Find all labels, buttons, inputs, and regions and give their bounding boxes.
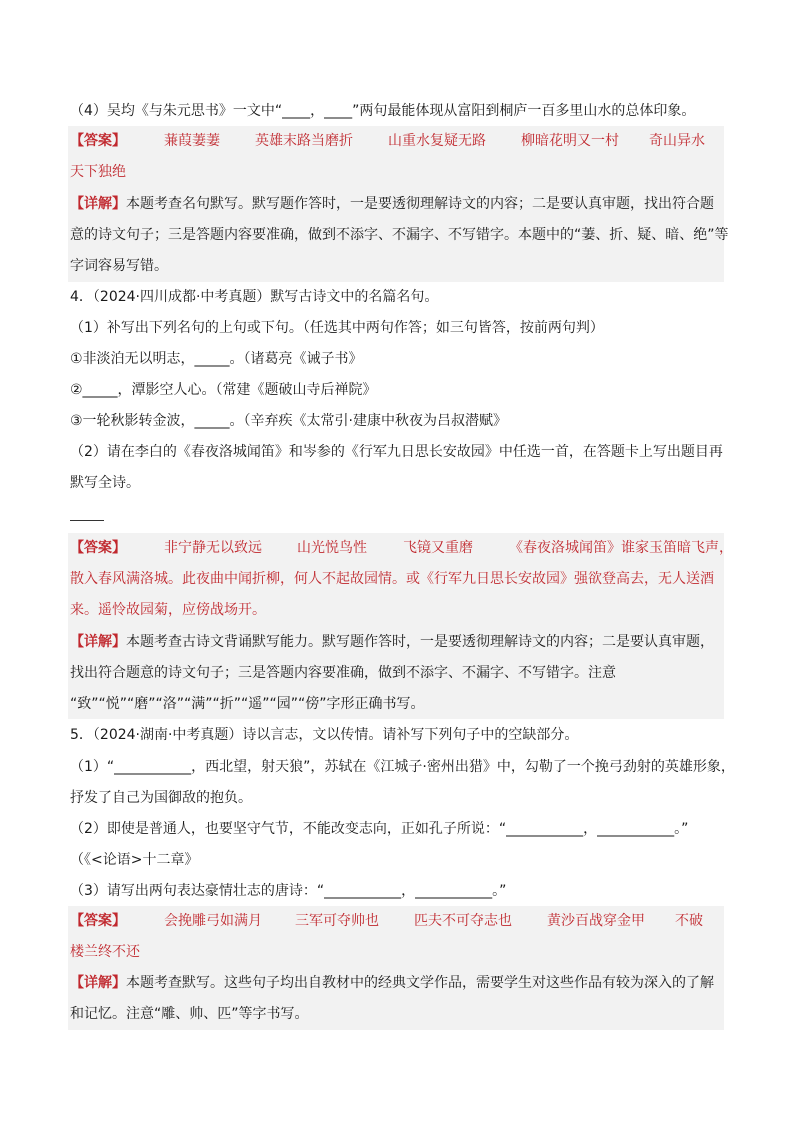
q4-answer-line3: 来。遥怜故园菊，应傍战场开。 [70, 602, 266, 618]
answer-item: 不破 [675, 913, 703, 929]
q3-answer-line [70, 131, 725, 151]
answer-item: 会挽雕弓如满月 [164, 913, 262, 929]
detail-text: 本题考查古诗文背诵默写能力。默写题作答时，一是要透彻理解诗文的内容；二是要认真审题， [126, 634, 714, 650]
q4-detail-line3: “致”“悦”“磨”“洛”“满”“折”“遥”“园”“傍”字形正确书写。 [70, 696, 425, 712]
q4-sub2-line1: （2）请在李白的《春夜洛城闻笛》和岑参的《行军九日思长安故园》中任选一首，在答题卡上写出题目再 [70, 444, 723, 460]
q5-item2-line1: （2）即使是普通人，也要坚守气节，不能改变志向，正如孔子所说：“___________，___________。” [70, 821, 689, 837]
answer-label: 【答案】 [70, 540, 126, 556]
q3-detail-line2: 意的诗文句子；三是答题内容要准确，做到不添字、不漏字、不写错字。本题中的“萋、折、疑、暗、绝”等 [70, 227, 729, 243]
q4-detail-line2: 找出符合题意的诗文句子；三是答题内容要准确，做到不添字、不漏字、不写错字。注意 [70, 665, 616, 681]
q4-answer-line [70, 538, 733, 558]
q4-answer-block [68, 533, 724, 719]
q4-title: 4．（2024·四川成都·中考真题）默写古诗文中的名篇名句。 [70, 289, 439, 305]
q4-sub1: （1）补写出下列名句的上句或下句。（任选其中两句作答；如三句皆答，按前两句判） [70, 320, 604, 336]
answer-item: 三军可夺帅也 [295, 913, 379, 929]
q4-item1: ①非淡泊无以明志，_____。（诸葛亮《诫子书》 [70, 351, 363, 367]
q3-answer-line2: 天下独绝 [70, 164, 126, 180]
q5-item3: （3）请写出两句表达豪情壮志的唐诗：“___________，___________。” [70, 883, 507, 899]
detail-text: 本题考查名句默写。默写题作答时，一是要透彻理解诗文的内容；二是要认真审题，找出符合题 [126, 196, 714, 212]
q5-item1-line2: 抒发了自己为国御敌的抱负。 [70, 790, 252, 806]
answer-item: 山光悦鸟性 [297, 540, 367, 556]
answer-item: 《春夜洛城闻笛》谁家玉笛暗飞声， [509, 540, 733, 556]
answer-item: 飞镜又重磨 [403, 540, 473, 556]
q3-item4: （4）吴均《与朱元思书》一文中“____，____”两句最能体现从富阳到桐庐一百多里山水的总体印象。 [70, 103, 696, 119]
answer-item: 黄沙百战穿金甲 [547, 913, 645, 929]
answer-item: 蒹葭萋萋 [164, 133, 220, 149]
detail-label: 【详解】 [70, 975, 126, 991]
q3-detail-line3: 字词容易写错。 [70, 258, 168, 274]
answer-label: 【答案】 [70, 913, 126, 929]
detail-label: 【详解】 [70, 634, 126, 650]
q4-detail-line1 [70, 632, 725, 652]
q4-item2: ②_____，潭影空人心。（常建《题破山寺后禅院》 [70, 382, 377, 398]
q5-item1-line1: （1）“___________，西北望，射天狼”，苏轼在《江城子·密州出猎》中，勾勒了一个挽弓劲射的英雄形象， [70, 759, 735, 775]
answer-item: 非宁静无以致远 [164, 540, 262, 556]
answer-item: 奇山异水 [649, 133, 705, 149]
detail-text: 本题考查默写。这些句子均出自教材中的经典文学作品，需要学生对这些作品有较为深入的了解 [126, 975, 714, 991]
q5-item2-line2: （《<论语>十二章》 [70, 852, 199, 868]
q4-item3: ③一轮秋影转金波，_____。（辛弃疾《太常引·建康中秋夜为吕叔潜赋》 [70, 413, 507, 429]
detail-label: 【详解】 [70, 196, 126, 212]
answer-item: 柳暗花明又一村 [521, 133, 619, 149]
answer-item: 英雄末路当磨折 [255, 133, 353, 149]
answer-item: 山重水复疑无路 [388, 133, 486, 149]
q4-sub2-line2: 默写全诗。 [70, 475, 140, 491]
answer-blank-line [70, 520, 104, 521]
answer-item: 匹夫不可夺志也 [414, 913, 512, 929]
q5-title: 5．（2024·湖南·中考真题）诗以言志，文以传情。请补写下列句子中的空缺部分。 [70, 727, 579, 743]
q5-answer-line2: 楼兰终不还 [70, 944, 140, 960]
q5-detail-line2: 和记忆。注意“雕、帅、匹”等字书写。 [70, 1006, 309, 1022]
q4-answer-line2: 散入春风满洛城。此夜曲中闻折柳，何人不起故园情。或《行军九日思长安故园》强欲登高去，无人送酒 [70, 571, 714, 587]
answer-label: 【答案】 [70, 133, 126, 149]
q5-detail-line1 [70, 973, 725, 993]
q3-detail-line1 [70, 194, 725, 214]
q5-answer-line [70, 911, 725, 931]
